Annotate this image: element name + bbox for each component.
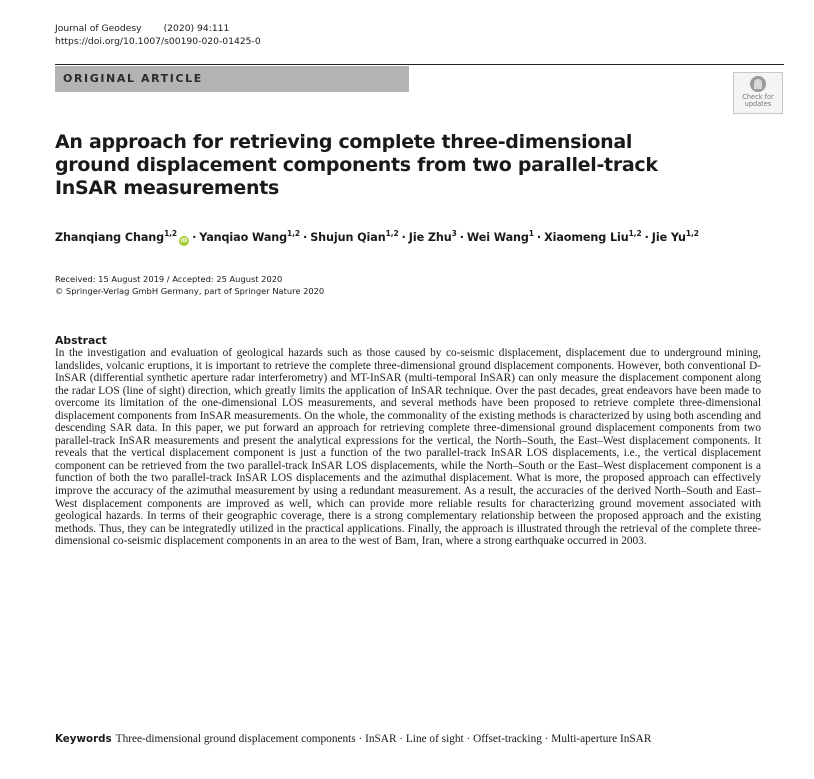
keywords <box>55 733 775 747</box>
author[interactable] <box>467 231 534 244</box>
author-separator: · <box>401 231 406 244</box>
keyword-separator: · <box>396 733 406 745</box>
check-for-updates-button[interactable] <box>733 72 783 114</box>
author-name: Xiaomeng Liu <box>544 231 629 244</box>
author-affiliation: 1,2 <box>164 229 178 238</box>
author-name: Zhanqiang Chang <box>55 231 165 244</box>
author-name: Yanqiao Wang <box>199 231 288 244</box>
author-separator: · <box>536 231 542 244</box>
author-affiliation: 1,2 <box>628 229 642 238</box>
keyword[interactable]: Three-dimensional ground displacement components <box>115 733 356 745</box>
keyword[interactable]: Offset-tracking <box>473 733 542 745</box>
author[interactable] <box>310 231 398 244</box>
author[interactable] <box>55 231 189 244</box>
bookmark-icon <box>750 76 766 92</box>
article-type-bar <box>55 66 409 92</box>
keyword-separator: · <box>355 733 366 745</box>
author-affiliation: 3 <box>451 229 457 238</box>
check-updates-line1: Check for <box>742 93 774 101</box>
journal-volume: (2020) 94:111 <box>163 23 230 34</box>
keywords-label: Keywords <box>55 733 112 745</box>
keyword-separator: · <box>463 733 474 745</box>
keyword[interactable]: Line of sight <box>405 733 464 745</box>
author[interactable] <box>199 231 300 244</box>
author-affiliation: 1,2 <box>685 229 699 238</box>
article-type-label: ORIGINAL ARTICLE <box>63 72 203 85</box>
abstract-heading: Abstract <box>55 334 107 347</box>
check-updates-line2: updates <box>744 100 772 108</box>
abstract-text: In the investigation and evaluation of geological hazards such as those caused by co-seismic displacement, displacement due to underground mining, landslides, volcanic eruptions, it is important to retrieve the complete three-dimensional ground displacement components. However, both conventional D-InSAR (differential synthetic aperture radar interferometry) and MT-InSAR (multi-temporal InSAR) can only measure the displacement component along the radar LOS (line of sight) direction, which greatly limits the application of InSAR technique. Over the past decades, great endeavors have been made to overcome its limitation of the one-dimensional LOS measurements, and several methods have been proposed to retrieve complete three-dimensional displacement components from InSAR measurements. On the whole, the commonality of the existing methods is characterized by using both ascending and descending SAR data. In this paper, we put forward an approach for retrieving complete three-dimensional ground displacement components from two parallel-track InSAR measurements and present the analytical expressions for the vertical, the North–South, the East–West displacement components. It reveals that the vertical displacement component is just a function of the two parallel-track InSAR LOS displacements, i.e., the vertical displacement component can be retrieved from the two parallel-track InSAR LOS displacements, while the North–South or the East–West displacement component is a function of both the two parallel-track InSAR LOS displacements and the azimuthal displacement. What is more, the proposed approach can effectively improve the accuracy of the azimuthal measurement by using a redundant measurement. As a result, the accuracies of the derived North–South and East–West displacement components are improved as well, which can provide more reliable results for characterizing ground movement associated with geological hazards. In terms of their geographic coverage, there is a strong complementary relationship between the proposed approach and the existing methods. Thus, they can be integratedly utilized in the practical applications. Finally, the approach is illustrated through the retrieval of the complete three-dimensional co-seismic displacement components in an area to the west of Bam, Iran, where a strong earthquake occurred in 2003. <box>55 347 761 548</box>
author-name: Wei Wang <box>466 231 529 244</box>
header-rule <box>55 64 784 65</box>
copyright-notice: © Springer-Verlag GmbH Germany, part of Springer Nature 2020 <box>55 286 325 296</box>
author[interactable] <box>652 231 699 244</box>
author-affiliation: 1,2 <box>287 229 301 238</box>
author-name: Shujun Qian <box>310 231 386 244</box>
author-affiliation: 1,2 <box>385 229 399 238</box>
journal-name: Journal of Geodesy <box>55 23 142 34</box>
author-separator: · <box>644 231 649 244</box>
author-name: Jie Zhu <box>408 231 452 244</box>
author-separator: · <box>192 231 197 244</box>
keyword[interactable]: InSAR <box>365 733 397 745</box>
journal-header <box>55 22 261 48</box>
author-list <box>55 231 795 246</box>
author-name: Jie Yu <box>651 231 686 244</box>
author[interactable] <box>409 231 457 244</box>
author-affiliation: 1 <box>528 229 534 238</box>
doi-link[interactable]: https://doi.org/10.1007/s00190-020-01425-0 <box>55 36 261 47</box>
author[interactable] <box>544 231 642 244</box>
received-accepted: Received: 15 August 2019 / Accepted: 25 August 2020 <box>55 274 283 284</box>
publication-dates <box>55 273 324 297</box>
author-separator: · <box>459 231 464 244</box>
keywords-list <box>116 733 652 745</box>
keyword-separator: · <box>541 733 552 745</box>
keyword[interactable]: Multi-aperture InSAR <box>551 733 652 745</box>
paper-title: An approach for retrieving complete three-dimensional ground displacement components from two parallel-track InSAR measurements <box>55 131 658 199</box>
author-separator: · <box>303 231 308 244</box>
orcid-icon[interactable]: iD <box>180 238 188 244</box>
